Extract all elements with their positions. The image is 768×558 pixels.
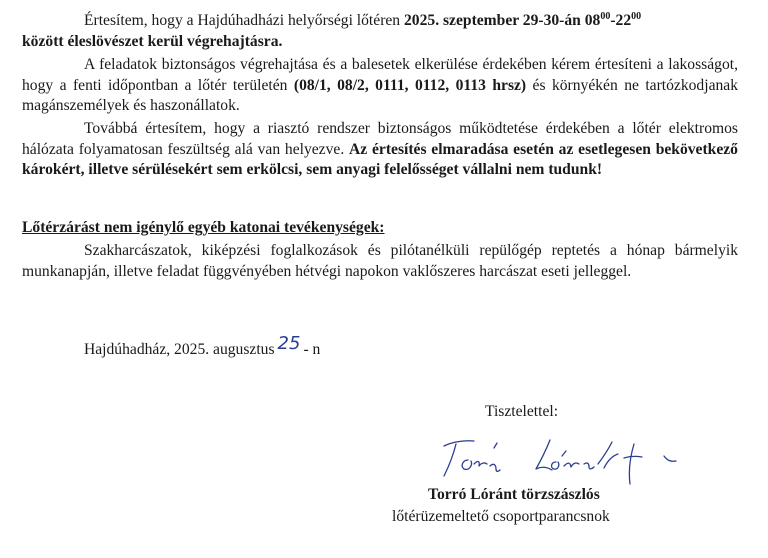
exercise-date-range: 2025. szeptember 29-30-án $08^{00}-22^{00}$ [404, 11, 642, 29]
exercise-description: között éleslövészet kerül végrehajtásra. [22, 32, 283, 50]
text-safety: A feladatok biztonságos végrehajtása és a balesetek elkerülése érdekében kérem értesíteni a lakosságot, hogy a fenti időpontban a lőtér területén [22, 56, 738, 94]
greeting: Tisztelettel: [485, 403, 559, 420]
paragraph-electric-warning [22, 119, 738, 181]
date-line [84, 333, 321, 361]
date-prefix: Hajdúhadház, 2025. augusztus [84, 341, 275, 358]
svg-text:Torró Lóránt: Torró Lóránt [438, 426, 444, 427]
paragraph-exercise-dates [22, 11, 738, 52]
liability-disclaimer: Az értesítés elmaradása esetén az esetlegesen bekövetkező károkért, illetve sérülésekért sem erkölcsi, sem anyagi felelősséget vállalni nem tudunk! [22, 140, 738, 178]
paragraph-other-activities: Szakharcászatok, kiképzési foglalkozások és pilótanélküli repülőgép reptetés a hónap bármelyik munkanapján, illetve feladat függvényében hétvégi napokon vaklőszeres harcászat eseti jelleggel. [22, 242, 738, 280]
text-electric: Továbbá értesítem, hogy a riasztó rendszer biztonságos működtetése érdekében a lőtér elektromos hálózata folyamatosan feszültség alá van helyezve. [22, 120, 738, 158]
text-intro: Értesítem, hogy a Hajdúhadházi helyőrségi lőtéren [84, 12, 404, 29]
parcel-numbers: (08/1, 08/2, 0111, 0112, 0113 hrsz) [293, 76, 527, 94]
section-heading: Lőtérzárást nem igénylő egyéb katonai tevékenységek: [22, 219, 385, 236]
paragraph-safety-request [22, 55, 738, 117]
date-suffix: - n [303, 341, 321, 358]
text-safety-end: és környékén ne tartózkodjanak magánszemélyek és haszonállatok. [22, 76, 739, 114]
handwritten-signature [438, 426, 698, 492]
signer-title: lőtérüzemeltető csoportparancsnok [392, 508, 610, 525]
signer-name: Torró Lóránt törzszászlós [428, 486, 600, 503]
handwritten-day: 25 [277, 333, 301, 354]
